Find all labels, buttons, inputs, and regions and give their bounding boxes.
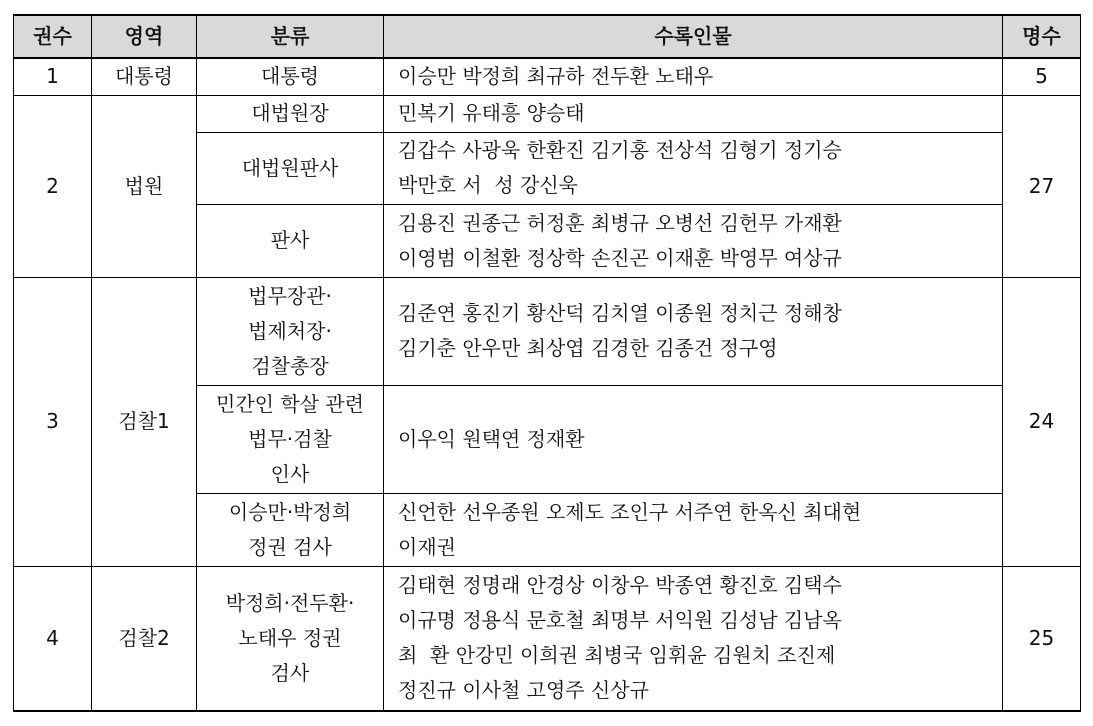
count-cell: 5 — [1003, 58, 1081, 95]
header-row — [14, 15, 1081, 58]
table-row — [14, 566, 1081, 711]
category-cell — [197, 494, 384, 567]
persons-line: 김갑수 사광욱 한환진 김기홍 전상석 김형기 정기승 — [398, 138, 842, 163]
category-line: 법무장관· — [248, 283, 332, 308]
count-cell: 27 — [1003, 95, 1081, 277]
persons-line: 정진규 이사철 고영주 신상규 — [398, 678, 649, 703]
header-category: 분류 — [197, 15, 384, 58]
category-cell — [197, 95, 384, 132]
persons-cell — [384, 58, 1003, 95]
persons-line: 박만호 서 성 강신욱 — [398, 173, 578, 198]
area-cell: 법원 — [92, 95, 197, 277]
category-line: 검찰총장 — [251, 353, 329, 378]
persons-line: 이우익 원택연 정재환 — [398, 427, 585, 452]
category-line: 대법원장 — [251, 101, 329, 126]
volume-cell: 1 — [14, 58, 92, 95]
category-line: 정권 검사 — [248, 535, 332, 560]
category-line: 이승만·박정희 — [228, 500, 352, 525]
category-cell — [197, 205, 384, 278]
table-body — [14, 58, 1081, 711]
category-line: 법제처장· — [248, 318, 332, 343]
persons-table — [13, 14, 1081, 712]
persons-line: 김준연 홍진기 황산덕 김치열 이종원 정치근 정해창 — [398, 301, 842, 326]
category-line: 민간인 학살 관련 — [216, 392, 364, 417]
persons-line: 이영범 이철환 정상학 손진곤 이재훈 박영무 여상규 — [398, 245, 842, 270]
category-cell — [197, 385, 384, 493]
category-line: 대통령 — [261, 64, 319, 89]
category-cell — [197, 566, 384, 711]
persons-line: 이재권 — [398, 535, 456, 560]
category-cell — [197, 277, 384, 385]
persons-line: 민복기 유태흥 양승태 — [398, 101, 585, 126]
table-row — [14, 277, 1081, 385]
header-volume: 권수 — [14, 15, 92, 58]
persons-line: 이승만 박정희 최규하 전두환 노태우 — [398, 64, 714, 89]
category-line: 법무·검찰 — [248, 427, 332, 452]
category-line: 인사 — [270, 462, 310, 487]
persons-cell — [384, 205, 1003, 278]
persons-line: 신언한 선우종원 오제도 조인구 서주연 한옥신 최대현 — [398, 500, 862, 525]
persons-line: 이규명 정용식 문호철 최명부 서익원 김성남 김남옥 — [398, 608, 842, 633]
persons-cell — [384, 385, 1003, 493]
persons-line: 김태현 정명래 안경상 이창우 박종연 황진호 김택수 — [398, 573, 842, 598]
area-cell: 대통령 — [92, 58, 197, 95]
count-cell: 24 — [1003, 277, 1081, 566]
header-area: 영역 — [92, 15, 197, 58]
header-count: 명수 — [1003, 15, 1081, 58]
volume-cell: 4 — [14, 566, 92, 711]
table-row — [14, 58, 1081, 95]
category-line: 대법원판사 — [241, 155, 339, 180]
table-row — [14, 95, 1081, 132]
persons-line: 최 환 안강민 이희권 최병국 임휘윤 김원치 조진제 — [398, 643, 836, 668]
persons-cell — [384, 494, 1003, 567]
category-line: 노태우 정권 — [238, 625, 342, 650]
persons-cell — [384, 566, 1003, 711]
volume-cell: 2 — [14, 95, 92, 277]
persons-line: 김용진 권종근 허정훈 최병규 오병선 김헌무 가재환 — [398, 210, 842, 235]
category-cell — [197, 58, 384, 95]
persons-cell — [384, 132, 1003, 205]
area-cell: 검찰1 — [92, 277, 197, 566]
category-line: 검사 — [270, 660, 310, 685]
area-cell: 검찰2 — [92, 566, 197, 711]
volume-cell: 3 — [14, 277, 92, 566]
persons-line: 김기춘 안우만 최상엽 김경한 김종건 정구영 — [398, 336, 778, 361]
category-line: 박정희·전두환· — [225, 590, 355, 615]
header-persons: 수록인물 — [384, 15, 1003, 58]
category-cell — [197, 132, 384, 205]
persons-cell — [384, 277, 1003, 385]
category-line: 판사 — [270, 228, 310, 253]
persons-cell — [384, 95, 1003, 132]
count-cell: 25 — [1003, 566, 1081, 711]
